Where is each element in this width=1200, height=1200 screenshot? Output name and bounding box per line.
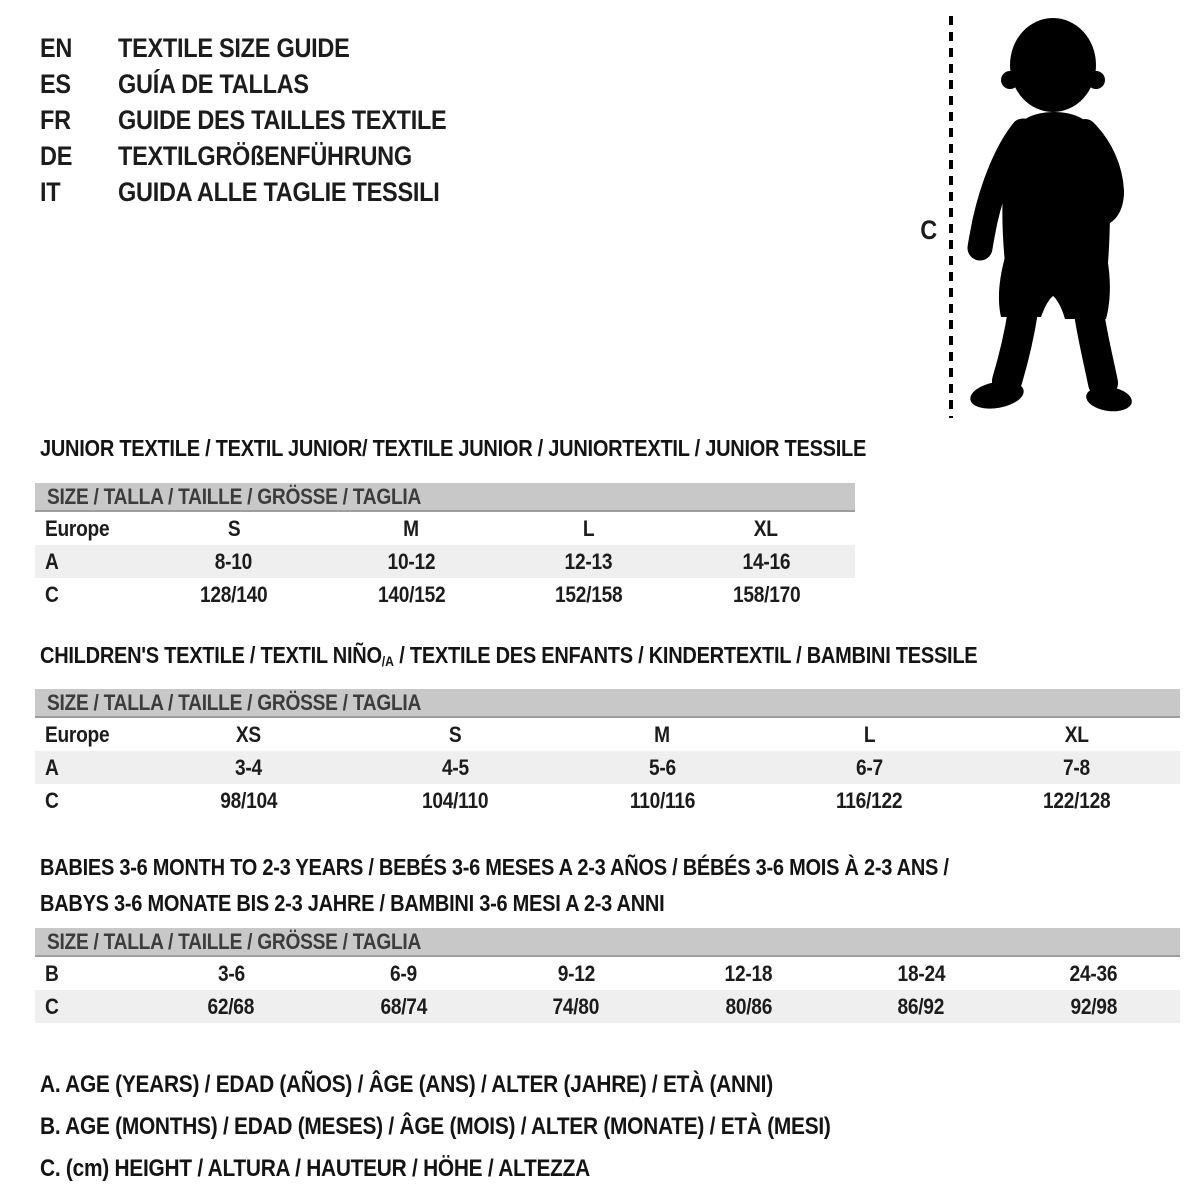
height-cell: 152/158 [555,582,623,607]
height-cell: 74/80 [552,994,600,1019]
junior-size-header: SIZE / TALLA / TAILLE / GRÖSSE / TAGLIA [35,483,855,512]
junior-size-table [35,483,855,611]
height-cell: 80/86 [725,994,773,1019]
height-dashed-line-icon [947,16,955,418]
height-cell: 92/98 [1070,994,1118,1019]
row-label: C [45,788,59,813]
row-label: A [45,755,59,780]
lang-row-fr [40,102,496,138]
lang-row-en [40,30,496,66]
row-label: A [45,549,59,574]
lang-title: TEXTILE SIZE GUIDE [118,33,350,63]
lang-code: EN [40,33,73,63]
size-cell: L [583,516,595,541]
lang-code: DE [40,141,73,171]
lang-code: ES [40,69,71,99]
age-cell: 10-12 [387,549,436,574]
lang-title: GUIDE DES TAILLES TEXTILE [118,105,447,135]
children-size-header: SIZE / TALLA / TAILLE / GRÖSSE / TAGLIA [35,689,1180,718]
lang-title: TEXTILGRÖßENFÜHRUNG [118,141,412,171]
table-row [35,718,1180,751]
table-row [35,784,1180,817]
babies-size-table [35,928,1180,1023]
height-cell: 110/116 [629,788,696,813]
height-cell: 128/140 [200,582,268,607]
gender-suffix: /A [381,653,394,669]
lang-row-es [40,66,496,102]
age-cell: 4-5 [442,755,469,780]
row-label: C [45,994,59,1019]
age-cell: 7-8 [1063,755,1090,780]
table-row [35,545,855,578]
table-row [35,957,1180,990]
age-cell: 24-36 [1069,961,1118,986]
age-cell: 3-4 [235,755,262,780]
children-section-title: CHILDREN'S TEXTILE / TEXTIL NIÑO/A / TEXTILE DES ENFANTS / KINDERTEXTIL / BAMBINI TESSILE [40,642,978,669]
table-row [35,751,1180,784]
age-cell: 8-10 [215,549,253,574]
legend-age-months: B. AGE (MONTHS) / EDAD (MESES) / ÂGE (MOIS) / ALTER (MONATE) / ETÀ (MESI) [40,1113,831,1140]
measure-legend [40,1064,949,1190]
legend-age-years: A. AGE (YEARS) / EDAD (AÑOS) / ÂGE (ANS) / ALTER (JAHRE) / ETÀ (ANNI) [40,1071,773,1098]
toddler-silhouette-icon [965,15,1140,417]
size-cell: M [403,516,420,541]
size-cell: M [654,722,671,747]
size-cell: S [449,722,462,747]
height-cell: 62/68 [207,994,255,1019]
height-cell: 86/92 [897,994,945,1019]
row-label: Europe [45,516,110,541]
age-cell: 9-12 [557,961,595,986]
size-cell: L [863,722,876,747]
table-row [35,512,855,545]
lang-title: GUÍA DE TALLAS [118,69,309,99]
row-label: Europe [45,722,110,747]
babies-size-header: SIZE / TALLA / TAILLE / GRÖSSE / TAGLIA [35,928,1180,957]
age-cell: 12-18 [724,961,773,986]
size-cell: XL [754,516,779,541]
lang-title: GUIDA ALLE TAGLIE TESSILI [118,177,440,207]
row-label: C [45,582,59,607]
age-cell: 14-16 [742,549,791,574]
height-cell: 158/170 [732,582,800,607]
table-row [35,990,1180,1023]
age-cell: 18-24 [897,961,946,986]
table-row [35,578,855,611]
lang-code: IT [40,177,61,207]
children-size-table [35,689,1180,817]
height-cell: 104/110 [422,788,489,813]
language-title-list [40,30,496,210]
lang-code: FR [40,105,71,135]
lang-row-it [40,174,496,210]
height-cell: 116/122 [836,788,903,813]
age-cell: 5-6 [649,755,676,780]
lang-row-de [40,138,496,174]
age-cell: 6-9 [390,961,418,986]
height-cell: 68/74 [380,994,428,1019]
age-cell: 6-7 [856,755,883,780]
legend-height-cm: C. (cm) HEIGHT / ALTURA / HAUTEUR / HÖHE / ALTEZZA [40,1155,590,1182]
size-cell: S [227,516,241,541]
height-cell: 98/104 [220,788,277,813]
age-cell: 3-6 [217,961,245,986]
junior-section-title: JUNIOR TEXTILE / TEXTIL JUNIOR/ TEXTILE JUNIOR / JUNIORTEXTIL / JUNIOR TESSILE [40,435,867,461]
height-cell: 140/152 [377,582,445,607]
babies-section-title: BABIES 3-6 MONTH TO 2-3 YEARS / BEBÉS 3-6 MESES A 2-3 AÑOS / BÉBÉS 3-6 MOIS À 2-3 ANS / BABYS 3-6 MONATE BIS 2-3 JAHRE / BAMBINI 3-6 MESI A 2-3 ANNI [40,854,949,916]
height-cell: 122/128 [1042,788,1111,813]
row-label: B [45,961,59,986]
height-measure-label: C [920,215,938,245]
age-cell: 12-13 [564,549,613,574]
size-cell: XS [235,722,262,747]
size-cell: XL [1064,722,1089,747]
